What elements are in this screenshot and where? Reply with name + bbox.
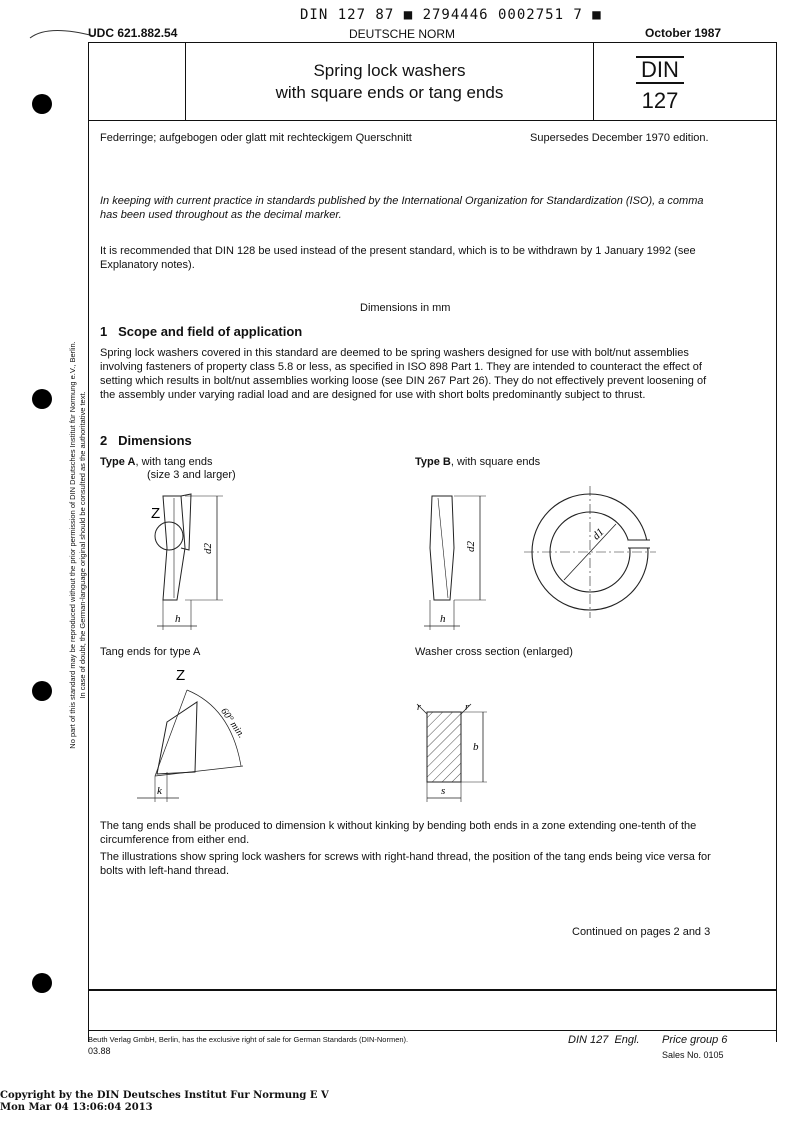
din-engl-label: DIN 127 Engl. (568, 1034, 640, 1046)
punch-hole (32, 389, 52, 409)
punch-hole (32, 94, 52, 114)
punch-hole (32, 681, 52, 701)
type-a-desc: , with tang ends (135, 456, 213, 468)
footer-rule-upper (88, 989, 777, 991)
din-number: 127 (641, 88, 679, 113)
ring-plan-view (520, 482, 660, 622)
dimensions-note: Dimensions in mm (360, 302, 451, 314)
k-label: k (157, 785, 162, 797)
z-detail-label: Z (176, 667, 186, 684)
type-b-name: Type B (415, 456, 451, 468)
frame-left (88, 42, 89, 1042)
copyright-line-2: Mon Mar 04 13:06:04 2013 (0, 1102, 153, 1113)
footer-rule-lower (88, 1030, 777, 1031)
z-detail-label: Z (151, 505, 161, 522)
type-a-drawing (145, 488, 245, 636)
b-label: b (473, 741, 479, 753)
r-label-left: r (417, 702, 421, 713)
d2-label: d2 (202, 543, 214, 554)
washer-side-outline (430, 496, 454, 600)
tang-paragraph: The tang ends shall be produced to dimension k without kinking by bending both ends in a zone extending one-tenth of the circumference from either end. (100, 820, 697, 846)
cross-section-drawing (405, 690, 505, 805)
title-box-bottom-rule (88, 120, 777, 121)
title-line-1: Spring lock washers (313, 61, 466, 80)
copyright-line-1: Copyright by the DIN Deutsches Institut Fur Normung E V (0, 1090, 329, 1101)
publisher-note: Beuth Verlag GmbH, Berlin, has the exclusive right of sale for German Standards (DIN-Normen). (88, 1035, 409, 1044)
copyright-stamp (0, 1090, 329, 1114)
detail-circle (155, 522, 183, 550)
sales-number: Sales No. 0105 (662, 1050, 724, 1060)
type-a-name: Type A (100, 456, 136, 468)
norm-label: DEUTSCHE NORM (349, 27, 456, 41)
side-text (68, 305, 88, 785)
iso-note: In keeping with current practice in standards published by the International Organization for Standardization (ISO), a comma has been used throughout as the decimal marker. (100, 195, 704, 221)
thread-paragraph: The illustrations show spring lock washers for screws with right-hand thread, the position of the tang ends being vice versa for bolts with left-hand thread. (100, 851, 711, 877)
angle-leg-line (155, 690, 187, 776)
s-label: s (441, 785, 446, 797)
angle-label: 60° min. (218, 706, 247, 741)
type-a-label (100, 455, 213, 469)
barcode-text: DIN 127 87 ■ 2794446 0002751 7 ■ (300, 7, 602, 23)
edition-code: 03.88 (88, 1046, 111, 1056)
tang-ends-caption: Tang ends for type A (100, 646, 201, 658)
tang-outline (157, 702, 197, 774)
frame-top-rule (88, 42, 777, 43)
washer-split-line (438, 498, 448, 598)
angle-reference-line (155, 766, 243, 776)
recommend-note: It is recommended that DIN 128 be used instead of the present standard, which is to be withdrawn by 1 January 1992 (see Explanatory notes). (100, 245, 696, 271)
frame-right (776, 42, 777, 1042)
supersedes-note: Supersedes December 1970 edition. (530, 132, 709, 144)
title-line-2: with square ends or tang ends (275, 83, 504, 102)
type-b-desc: , with square ends (450, 456, 541, 468)
title-box-divider-right (593, 42, 594, 120)
type-a-size: (size 3 and larger) (147, 469, 236, 481)
cross-section-caption: Washer cross section (enlarged) (415, 646, 573, 658)
punch-hole (32, 973, 52, 993)
d1-label: d1 (590, 526, 607, 543)
ring-split-gap (628, 540, 652, 548)
udc-number: UDC 621.882.54 (88, 26, 178, 40)
issue-date: October 1987 (645, 26, 722, 40)
din-logo (636, 56, 684, 84)
type-b-label (415, 455, 540, 469)
side-text-line-1: No part of this standard may be reproduced without the prior permission of DIN Deutsches Institut für Normung e.V., Berlin. (68, 341, 77, 749)
d2-label: d2 (465, 541, 477, 552)
section-1-heading: 1 Scope and field of application (100, 324, 303, 339)
r-label-right: r (465, 702, 469, 713)
din-logo-text: DIN (636, 56, 684, 84)
h-label: h (440, 613, 446, 625)
german-title: Federringe; aufgebogen oder glatt mit rechteckigem Querschnitt (100, 132, 412, 144)
page-title (186, 60, 593, 104)
section-2-heading: 2 Dimensions (100, 433, 192, 448)
cross-section-hatched (427, 712, 461, 782)
type-b-drawing (420, 488, 500, 636)
price-group: Price group 6 (662, 1034, 728, 1046)
side-text-line-2: In case of doubt, the German-language original should be consulted as the authoritative text. (78, 391, 87, 699)
h-label: h (175, 613, 181, 625)
continued-note: Continued on pages 2 and 3 (572, 926, 711, 938)
section-1-body: Spring lock washers covered in this standard are deemed to be spring washers designed for use with bolt/nut assemblies involving fasteners of property class 5.8 or less, as specified in ISO 898 Part 1. They are intended to counteract the effect of setting which results in bolt/nut assemblies working loose (see DIN 267 Part 26). They do not effectively prevent loosening of the assembly under varying radial load and are designed for use with short bolts predominantly subject to thrust. (100, 347, 707, 401)
tang-detail-drawing (135, 662, 255, 810)
